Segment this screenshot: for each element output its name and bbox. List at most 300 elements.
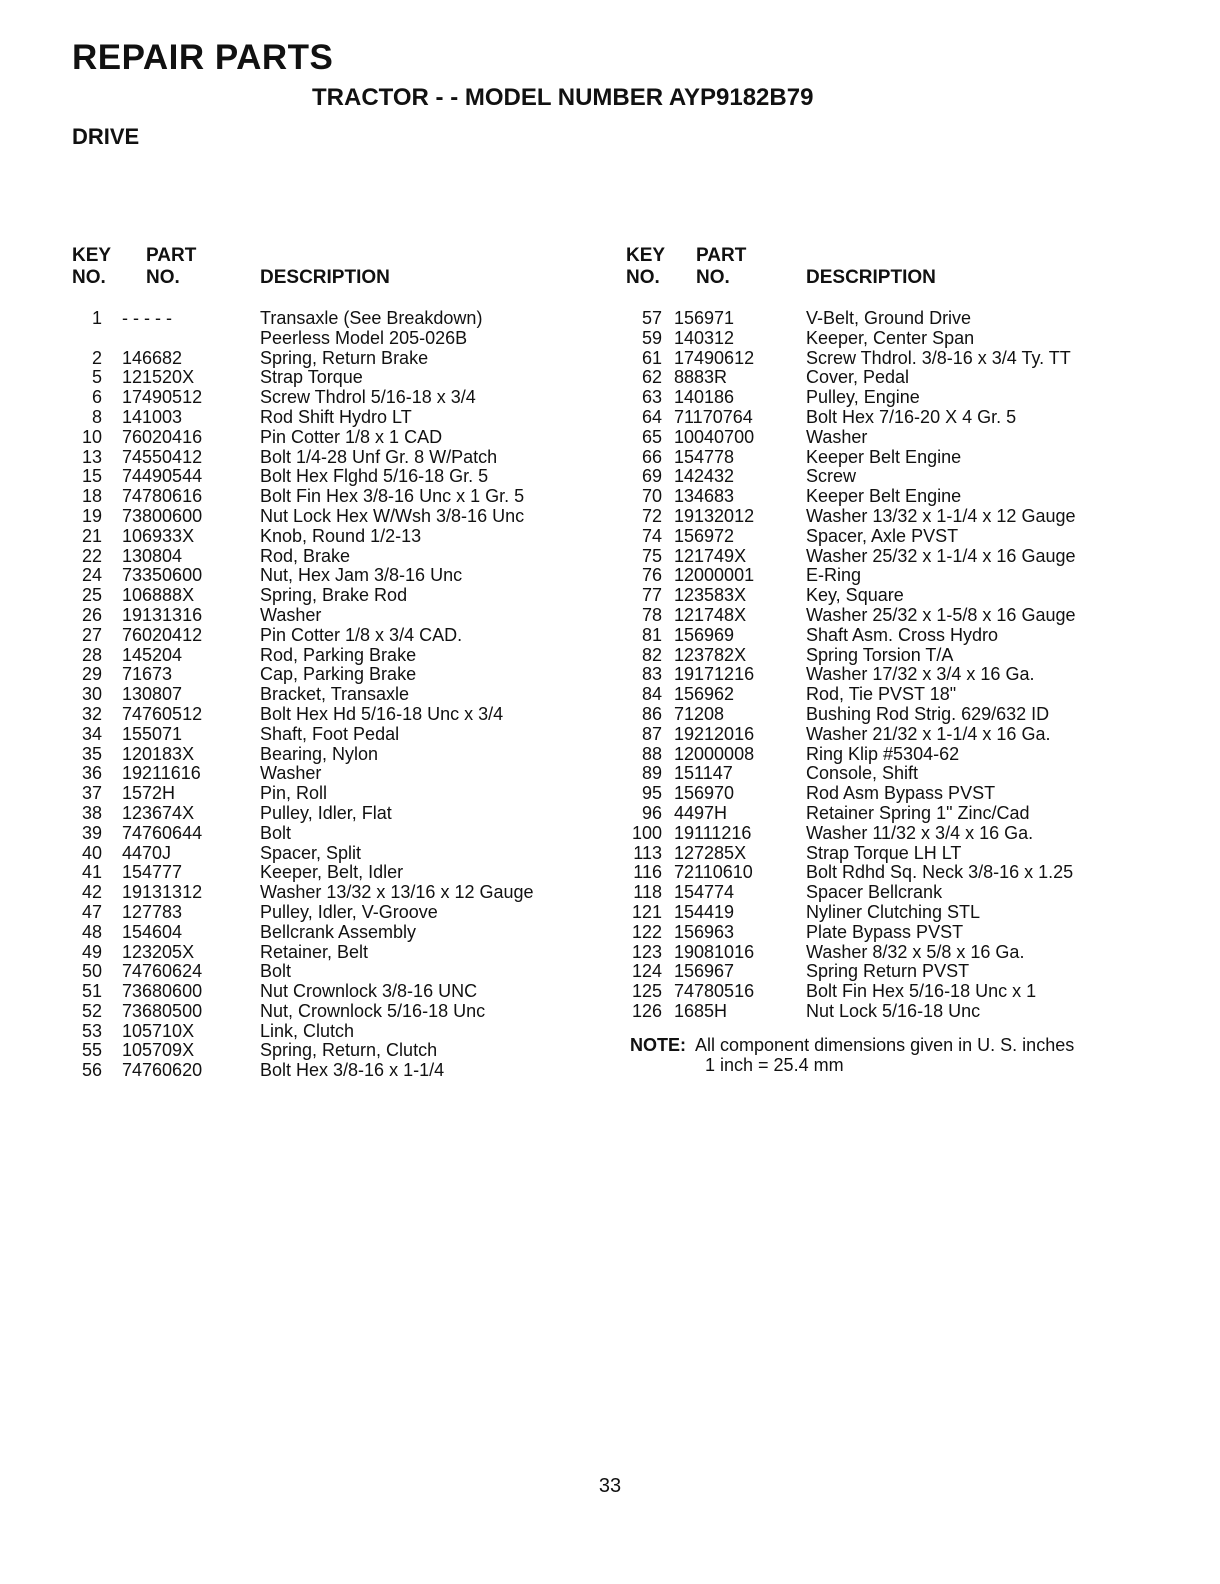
part-description: Washer 13/32 x 1-1/4 x 12 Gauge: [806, 505, 1076, 526]
part-number: 19131312: [122, 882, 203, 903]
part-description: Pulley, Engine: [806, 387, 920, 408]
key-number: 19: [81, 505, 102, 526]
part-number: 71208: [674, 703, 725, 724]
key-number: 5: [91, 367, 102, 388]
parts-row: [70, 1002, 590, 1022]
parts-row: [70, 1041, 590, 1061]
key-number: 61: [641, 347, 662, 368]
parts-row: [70, 923, 590, 943]
key-number: 35: [81, 743, 102, 764]
part-number: 123583X: [674, 585, 747, 606]
key-number: 84: [641, 684, 662, 705]
key-number: 87: [641, 723, 662, 744]
parts-row: [70, 784, 590, 804]
key-number: 116: [633, 862, 662, 883]
part-number: 105709X: [122, 1040, 195, 1061]
part-description: Spring, Brake Rod: [260, 585, 408, 606]
parts-row: [626, 309, 1146, 329]
parts-row: [626, 646, 1146, 666]
part-number: 134683: [674, 486, 735, 507]
parts-row: [626, 824, 1146, 844]
parts-row: [70, 685, 590, 705]
part-description: Keeper, Belt, Idler: [260, 862, 404, 883]
part-description: Bearing, Nylon: [260, 743, 379, 764]
part-description: Cap, Parking Brake: [260, 664, 417, 685]
part-description: Bolt Rdhd Sq. Neck 3/8-16 x 1.25: [806, 862, 1074, 883]
part-description: Rod, Parking Brake: [260, 644, 417, 665]
parts-row: [70, 547, 590, 567]
note-label: NOTE:: [630, 1035, 686, 1055]
part-description: Washer 11/32 x 3/4 x 16 Ga.: [806, 822, 1034, 843]
key-number: 6: [91, 387, 102, 408]
parts-row: [70, 844, 590, 864]
part-description: Pin Cotter 1/8 x 1 CAD: [260, 426, 443, 447]
part-number: 74550412: [122, 446, 203, 467]
part-description: Nyliner Clutching STL: [806, 901, 981, 922]
parts-row: [70, 527, 590, 547]
right-key-no-header: KEY NO.: [626, 245, 666, 288]
parts-row: [626, 448, 1146, 468]
key-number: 77: [641, 585, 662, 606]
key-number: 123: [631, 941, 662, 962]
key-number: 42: [81, 882, 102, 903]
part-number: 74760644: [122, 822, 203, 843]
parts-row: [626, 923, 1146, 943]
parts-row: [626, 903, 1146, 923]
key-number: 121: [631, 901, 662, 922]
part-description: Shaft Asm. Cross Hydro: [806, 624, 999, 645]
key-number: 88: [641, 743, 662, 764]
part-description: Washer: [260, 763, 322, 784]
part-number: 154778: [674, 446, 735, 467]
part-number: 142432: [674, 466, 735, 487]
key-number: 30: [81, 684, 102, 705]
parts-row: [626, 943, 1146, 963]
parts-row: [626, 507, 1146, 527]
part-description: Washer 25/32 x 1-1/4 x 16 Gauge: [806, 545, 1076, 566]
page-number: 33: [598, 1475, 622, 1497]
part-number: 19212016: [674, 723, 755, 744]
part-number: 10040700: [674, 426, 755, 447]
key-number: 1: [91, 308, 102, 328]
model-subtitle: TRACTOR - - MODEL NUMBER AYP9182B79: [312, 84, 814, 111]
left-parts-list: [70, 309, 590, 1081]
parts-row: [626, 368, 1146, 388]
part-number: 127783: [122, 901, 183, 922]
part-description: Spring Return PVST: [806, 961, 970, 982]
part-number: 156969: [674, 624, 735, 645]
part-description: Nut Lock 5/16-18 Unc: [806, 1000, 981, 1021]
key-number: 126: [631, 1000, 662, 1021]
part-description: Pin Cotter 1/8 x 3/4 CAD.: [260, 624, 463, 645]
part-number: 73800600: [122, 505, 203, 526]
part-number: 74490544: [122, 466, 203, 487]
key-number: 75: [641, 545, 662, 566]
part-description: Spacer Bellcrank: [806, 882, 943, 903]
part-number: 19171216: [674, 664, 755, 685]
part-number: 17490512: [122, 387, 203, 408]
parts-row: [626, 764, 1146, 784]
parts-row: [70, 329, 590, 349]
part-number: 73680600: [122, 981, 203, 1002]
part-number: 156967: [674, 961, 735, 982]
part-description: Keeper Belt Engine: [806, 446, 962, 467]
part-number: 1685H: [674, 1000, 728, 1021]
part-description: Washer: [806, 426, 868, 447]
part-description: E-Ring: [806, 565, 862, 586]
parts-row: [70, 408, 590, 428]
parts-row: [626, 467, 1146, 487]
part-number: 156971: [674, 308, 735, 328]
part-description: Bolt Fin Hex 5/16-18 Unc x 1: [806, 981, 1037, 1002]
part-description: Pulley, Idler, Flat: [260, 802, 392, 823]
parts-row: [70, 863, 590, 883]
part-number: 123674X: [122, 802, 195, 823]
key-number: 124: [631, 961, 662, 982]
part-description: Nut, Hex Jam 3/8-16 Unc: [260, 565, 463, 586]
part-number: 74760512: [122, 703, 203, 724]
key-number: 100: [631, 822, 662, 843]
part-number: 19211616: [122, 763, 201, 784]
key-number: 59: [641, 327, 662, 348]
key-number: 47: [81, 901, 102, 922]
part-number: 155071: [122, 723, 183, 744]
parts-row: [626, 844, 1146, 864]
right-part-no-header: PART NO.: [696, 245, 747, 288]
part-description: Bolt: [260, 822, 292, 843]
part-number: 140312: [674, 327, 735, 348]
key-number: 72: [641, 505, 662, 526]
parts-row: [70, 824, 590, 844]
key-number: 70: [641, 486, 662, 507]
part-description: Bolt Hex Flghd 5/16-18 Gr. 5: [260, 466, 489, 487]
part-description: Spacer, Axle PVST: [806, 525, 959, 546]
part-description: V-Belt, Ground Drive: [806, 308, 972, 328]
parts-row: [70, 903, 590, 923]
part-number: 130807: [122, 684, 183, 705]
part-number: 106888X: [122, 585, 195, 606]
parts-row: [626, 428, 1146, 448]
key-number: 86: [641, 703, 662, 724]
part-description: Rod, Tie PVST 18": [806, 684, 957, 705]
part-description: Spring Torsion T/A: [806, 644, 954, 665]
part-description: Strap Torque: [260, 367, 363, 388]
part-description: Rod, Brake: [260, 545, 351, 566]
key-number: 55: [81, 1040, 102, 1061]
key-number: 24: [81, 565, 102, 586]
part-description: Transaxle (See Breakdown): [260, 308, 483, 328]
key-number: 65: [641, 426, 662, 447]
parts-row: [70, 962, 590, 982]
page-title: REPAIR PARTS: [72, 38, 334, 77]
parts-row: [626, 725, 1146, 745]
part-description: Washer 21/32 x 1-1/4 x 16 Ga.: [806, 723, 1051, 744]
part-description: Nut Crownlock 3/8-16 UNC: [260, 981, 478, 1002]
parts-row: [70, 626, 590, 646]
key-number: 36: [81, 763, 102, 784]
key-number: 76: [641, 565, 662, 586]
right-description-header: DESCRIPTION: [806, 267, 936, 288]
part-description: Ring Klip #5304-62: [806, 743, 960, 764]
part-description: Screw Thdrol 5/16-18 x 3/4: [260, 387, 476, 408]
parts-row: [626, 705, 1146, 725]
part-number: 19081016: [674, 941, 755, 962]
key-number: 38: [81, 802, 102, 823]
parts-row: [626, 863, 1146, 883]
part-description: Bushing Rod Strig. 629/632 ID: [806, 703, 1050, 724]
part-number: 130804: [122, 545, 183, 566]
parts-row: [626, 487, 1146, 507]
parts-row: [626, 962, 1146, 982]
left-description-header: DESCRIPTION: [260, 267, 390, 288]
part-description: Spring, Return Brake: [260, 347, 429, 368]
note-line1: All component dimensions given in U. S. inches: [695, 1035, 1075, 1055]
key-number: 50: [81, 961, 102, 982]
part-description: Shaft, Foot Pedal: [260, 723, 400, 744]
part-number: 154777: [122, 862, 183, 883]
key-number: 125: [631, 981, 662, 1002]
parts-row: [70, 804, 590, 824]
part-description: Link, Clutch: [260, 1020, 355, 1041]
parts-row: [70, 428, 590, 448]
parts-row: [70, 606, 590, 626]
part-number: 17490612: [674, 347, 755, 368]
part-description: Cover, Pedal: [806, 367, 910, 388]
part-number: 156972: [674, 525, 735, 546]
part-number: 121520X: [122, 367, 195, 388]
key-number: 21: [81, 525, 102, 546]
key-number: 118: [633, 882, 662, 903]
part-number: 156970: [674, 783, 735, 804]
parts-row: [70, 368, 590, 388]
part-description: Retainer, Belt: [260, 941, 369, 962]
part-number: - - - - -: [122, 308, 172, 328]
part-description: Spacer, Split: [260, 842, 362, 863]
part-description: Keeper Belt Engine: [806, 486, 962, 507]
key-number: 13: [81, 446, 102, 467]
part-number: 154774: [674, 882, 735, 903]
part-number: 12000008: [674, 743, 755, 764]
part-description: Pin, Roll: [260, 783, 328, 804]
parts-row: [70, 745, 590, 765]
key-number: 32: [81, 703, 102, 724]
key-number: 8: [91, 406, 102, 427]
parts-row: [626, 685, 1146, 705]
parts-row: [626, 388, 1146, 408]
part-number: 154419: [674, 901, 735, 922]
parts-row: [626, 982, 1146, 1002]
part-description: Bellcrank Assembly: [260, 921, 417, 942]
key-number: 64: [641, 406, 662, 427]
parts-row: [626, 606, 1146, 626]
part-number: 8883R: [674, 367, 728, 388]
part-description: Screw Thdrol. 3/8-16 x 3/4 Ty. TT: [806, 347, 1071, 368]
key-number: 2: [91, 347, 102, 368]
part-description: Keeper, Center Span: [806, 327, 975, 348]
parts-row: [70, 507, 590, 527]
note-line2: 1 inch = 25.4 mm: [705, 1055, 844, 1075]
parts-row: [70, 586, 590, 606]
parts-row: [626, 349, 1146, 369]
part-number: 145204: [122, 644, 183, 665]
part-description: Bolt Fin Hex 3/8-16 Unc x 1 Gr. 5: [260, 486, 525, 507]
part-description: Knob, Round 1/2-13: [260, 525, 422, 546]
part-number: 19132012: [674, 505, 755, 526]
part-description: Retainer Spring 1" Zinc/Cad: [806, 802, 1030, 823]
parts-row: [70, 982, 590, 1002]
key-number: 81: [641, 624, 662, 645]
part-number: 140186: [674, 387, 735, 408]
part-number: 74780516: [674, 981, 755, 1002]
key-number: 41: [81, 862, 102, 883]
key-number: 34: [81, 723, 102, 744]
part-number: 71170764: [674, 406, 753, 427]
key-number: 57: [641, 308, 662, 328]
key-number: 15: [81, 466, 102, 487]
parts-row: [626, 883, 1146, 903]
parts-row: [70, 1022, 590, 1042]
parts-row: [70, 943, 590, 963]
key-number: 28: [81, 644, 102, 665]
parts-row: [70, 646, 590, 666]
part-number: 156963: [674, 921, 735, 942]
key-number: 89: [641, 763, 662, 784]
part-number: 121748X: [674, 604, 747, 625]
part-number: 123205X: [122, 941, 195, 962]
part-number: 141003: [122, 406, 183, 427]
part-number: 73680500: [122, 1000, 203, 1021]
part-number: 72110610: [674, 862, 753, 883]
key-number: 18: [81, 486, 102, 507]
parts-row: [70, 665, 590, 685]
parts-row: [626, 566, 1146, 586]
part-number: 146682: [122, 347, 183, 368]
key-number: 62: [641, 367, 662, 388]
part-description: Bolt Hex 3/8-16 x 1-1/4: [260, 1060, 445, 1081]
parts-row: [70, 764, 590, 784]
key-number: 66: [641, 446, 662, 467]
parts-row: [626, 408, 1146, 428]
part-description: Bolt Hex 7/16-20 X 4 Gr. 5: [806, 406, 1017, 427]
part-description: Bolt 1/4-28 Unf Gr. 8 W/Patch: [260, 446, 498, 467]
key-number: 48: [81, 921, 102, 942]
parts-row: [70, 309, 590, 329]
part-number: 19111216: [674, 822, 752, 843]
part-description: Nut Lock Hex W/Wsh 3/8-16 Unc: [260, 505, 525, 526]
part-description: Peerless Model 205-026B: [260, 327, 468, 348]
key-number: 49: [81, 941, 102, 962]
key-number: 22: [81, 545, 102, 566]
part-number: 4470J: [122, 842, 172, 863]
key-number: 82: [641, 644, 662, 665]
parts-row: [626, 784, 1146, 804]
parts-row: [626, 745, 1146, 765]
parts-row: [70, 487, 590, 507]
part-number: 76020416: [122, 426, 203, 447]
parts-row: [70, 1061, 590, 1081]
part-number: 19131316: [122, 604, 203, 625]
parts-row: [626, 1002, 1146, 1022]
part-number: 123782X: [674, 644, 747, 665]
part-number: 120183X: [122, 743, 195, 764]
part-number: 156962: [674, 684, 735, 705]
parts-row: [626, 329, 1146, 349]
parts-row: [626, 586, 1146, 606]
part-description: Washer: [260, 604, 322, 625]
parts-row: [70, 566, 590, 586]
part-number: 74760620: [122, 1060, 203, 1081]
key-number: 78: [641, 604, 662, 625]
key-number: 96: [641, 802, 662, 823]
part-number: 127285X: [674, 842, 747, 863]
part-number: 1572H: [122, 783, 176, 804]
section-heading: DRIVE: [72, 124, 140, 149]
part-description: Spring, Return, Clutch: [260, 1040, 438, 1061]
right-parts-list: [626, 309, 1146, 1022]
key-number: 122: [631, 921, 662, 942]
key-number: 51: [81, 981, 102, 1002]
parts-row: [70, 725, 590, 745]
part-description: Washer 17/32 x 3/4 x 16 Ga.: [806, 664, 1035, 685]
parts-row: [626, 804, 1146, 824]
part-number: 74780616: [122, 486, 203, 507]
key-number: 27: [81, 624, 102, 645]
key-number: 56: [81, 1060, 102, 1081]
part-number: 73350600: [122, 565, 203, 586]
parts-row: [626, 626, 1146, 646]
part-description: Bolt Hex Hd 5/16-18 Unc x 3/4: [260, 703, 504, 724]
part-number: 71673: [122, 664, 173, 685]
part-number: 12000001: [674, 565, 755, 586]
parts-row: [70, 467, 590, 487]
part-description: Washer 13/32 x 13/16 x 12 Gauge: [260, 882, 534, 903]
part-number: 106933X: [122, 525, 195, 546]
key-number: 53: [81, 1020, 102, 1041]
part-number: 151147: [674, 763, 733, 784]
parts-row: [70, 388, 590, 408]
part-description: Pulley, Idler, V-Groove: [260, 901, 438, 922]
key-number: 29: [81, 664, 102, 685]
part-description: Bracket, Transaxle: [260, 684, 410, 705]
part-description: Key, Square: [806, 585, 904, 606]
part-description: Bolt: [260, 961, 292, 982]
part-description: Rod Shift Hydro LT: [260, 406, 412, 427]
key-number: 113: [633, 842, 662, 863]
parts-row: [70, 883, 590, 903]
key-number: 95: [641, 783, 662, 804]
part-description: Screw: [806, 466, 857, 487]
key-number: 40: [81, 842, 102, 863]
part-number: 74760624: [122, 961, 203, 982]
dimension-note: [630, 1035, 1074, 1075]
key-number: 74: [641, 525, 662, 546]
part-number: 4497H: [674, 802, 728, 823]
key-number: 37: [81, 783, 102, 804]
key-number: 25: [81, 585, 102, 606]
part-description: Washer 8/32 x 5/8 x 16 Ga.: [806, 941, 1025, 962]
key-number: 10: [81, 426, 102, 447]
key-number: 83: [641, 664, 662, 685]
key-number: 69: [641, 466, 662, 487]
parts-row: [626, 547, 1146, 567]
part-number: 76020412: [122, 624, 203, 645]
left-key-no-header: KEY NO.: [72, 245, 112, 288]
part-number: 121749X: [674, 545, 747, 566]
part-description: Rod Asm Bypass PVST: [806, 783, 996, 804]
part-number: 105710X: [122, 1020, 195, 1041]
part-description: Plate Bypass PVST: [806, 921, 964, 942]
parts-row: [70, 448, 590, 468]
